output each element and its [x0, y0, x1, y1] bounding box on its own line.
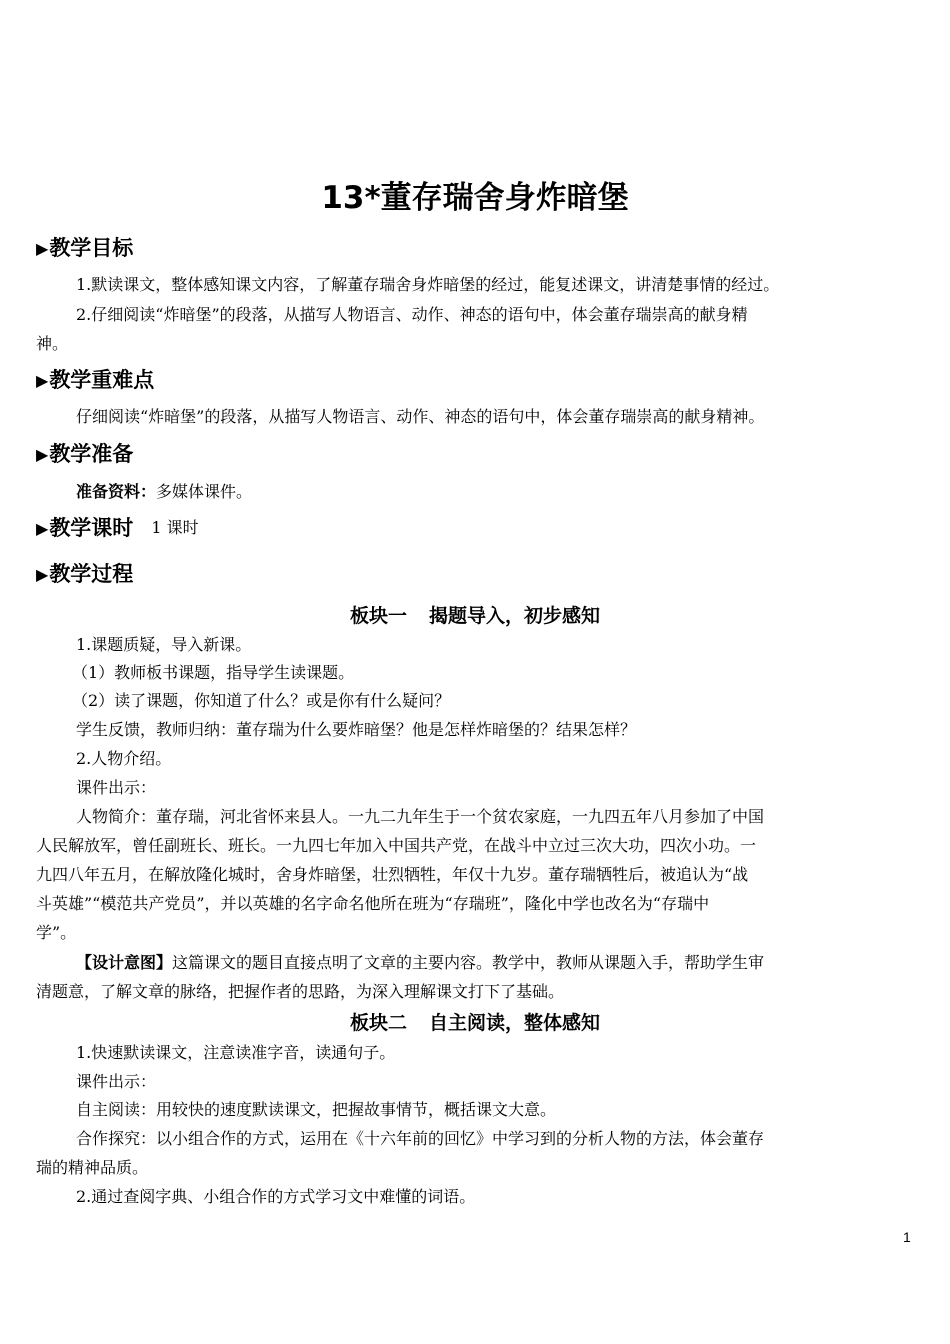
bio-line: 斗英雄”“模范共产党员”，并以英雄的名字命名他所在班为“存瑞班”，隆化中学也改名为“存瑞中 — [36, 894, 710, 913]
goal-line-1: 1.默读课文，整体感知课文内容，了解董存瑞舍身炸暗堡的经过，能复述课文，讲清楚事情的经过。 — [76, 275, 780, 294]
block2-line: 课件出示： — [76, 1072, 157, 1091]
section-heading-goals: ▶教学目标 — [36, 234, 133, 263]
block1-line: 1.课题质疑，导入新课。 — [76, 635, 252, 654]
key-points-text: 仔细阅读“炸暗堡”的段落，从描写人物语言、动作、神态的语句中，体会董存瑞崇高的献身精神。 — [76, 407, 765, 426]
triangle-bullet-icon: ▶ — [36, 445, 49, 464]
goal-line-3: 神。 — [36, 334, 69, 353]
page-number: 1 — [903, 1229, 911, 1245]
block2-line: 合作探究：以小组合作的方式，运用在《十六年前的回忆》中学习到的分析人物的方法，体会董存 — [76, 1129, 765, 1148]
block-two-heading: 板块二 自主阅读，整体感知 — [349, 1012, 601, 1034]
design-intent-label: 【设计意图】 — [76, 953, 173, 972]
block1-line: 2.人物介绍。 — [76, 749, 172, 768]
block1-line: 学生反馈，教师归纳：董存瑞为什么要炸暗堡？他是怎样炸暗堡的？结果怎样？ — [76, 720, 637, 739]
bio-line: 人民解放军，曾任副班长、班长。一九四七年加入中国共产党，在战斗中立过三次大功，四次小功。一 — [36, 836, 757, 855]
block1-line: （1）教师板书课题，指导学生读课题。 — [72, 663, 355, 682]
block2-line: 2.通过查阅字典、小组合作的方式学习文中难懂的词语。 — [76, 1187, 476, 1206]
block2-line: 自主阅读：用较快的速度默读课文，把握故事情节，概括课文大意。 — [76, 1100, 557, 1119]
block2-line: 1.快速默读课文，注意读准字音，读通句子。 — [76, 1043, 396, 1062]
triangle-bullet-icon: ▶ — [36, 239, 49, 258]
prep-line — [76, 481, 252, 503]
prep-label: 准备资料： — [76, 482, 157, 501]
design-intent-line-1: 【设计意图】这篇课文的题目直接点明了文章的主要内容。教学中，教师从课题入手，帮助学生审 — [76, 953, 765, 972]
block2-line: 瑞的精神品质。 — [36, 1158, 149, 1177]
section-heading-hours: ▶教学课时 1 课时 — [36, 514, 199, 543]
design-intent-line-2: 清题意，了解文章的脉络，把握作者的思路，为深入理解课文打下了基础。 — [36, 982, 565, 1001]
goal-line-2: 2.仔细阅读“炸暗堡”的段落，从描写人物语言、动作、神态的语句中，体会董存瑞崇高的献身精 — [76, 305, 748, 324]
prep-value: 多媒体课件。 — [156, 482, 253, 501]
bio-line: 人物简介：董存瑞，河北省怀来县人。一九二九年生于一个贫农家庭，一九四五年八月参加了中国 — [76, 807, 765, 826]
bio-line: 九四八年五月，在解放隆化城时，舍身炸暗堡，壮烈牺牲，年仅十九岁。董存瑞牺牲后，被追认为“战 — [36, 865, 749, 884]
block1-line: （2）读了课题，你知道了什么？或是你有什么疑问？ — [72, 691, 451, 710]
block-one-heading: 板块一 揭题导入，初步感知 — [349, 605, 601, 627]
section-heading-process: ▶教学过程 — [36, 560, 133, 589]
triangle-bullet-icon: ▶ — [36, 519, 49, 538]
triangle-bullet-icon: ▶ — [36, 371, 49, 390]
section-heading-prep: ▶教学准备 — [36, 440, 133, 469]
lesson-title: 13*董存瑞舍身炸暗堡 — [321, 180, 629, 216]
bio-line: 学”。 — [36, 923, 77, 942]
hours-value: 1 课时 — [151, 518, 199, 537]
block1-line: 课件出示： — [76, 778, 157, 797]
triangle-bullet-icon: ▶ — [36, 565, 49, 584]
section-heading-key-points: ▶教学重难点 — [36, 366, 154, 395]
